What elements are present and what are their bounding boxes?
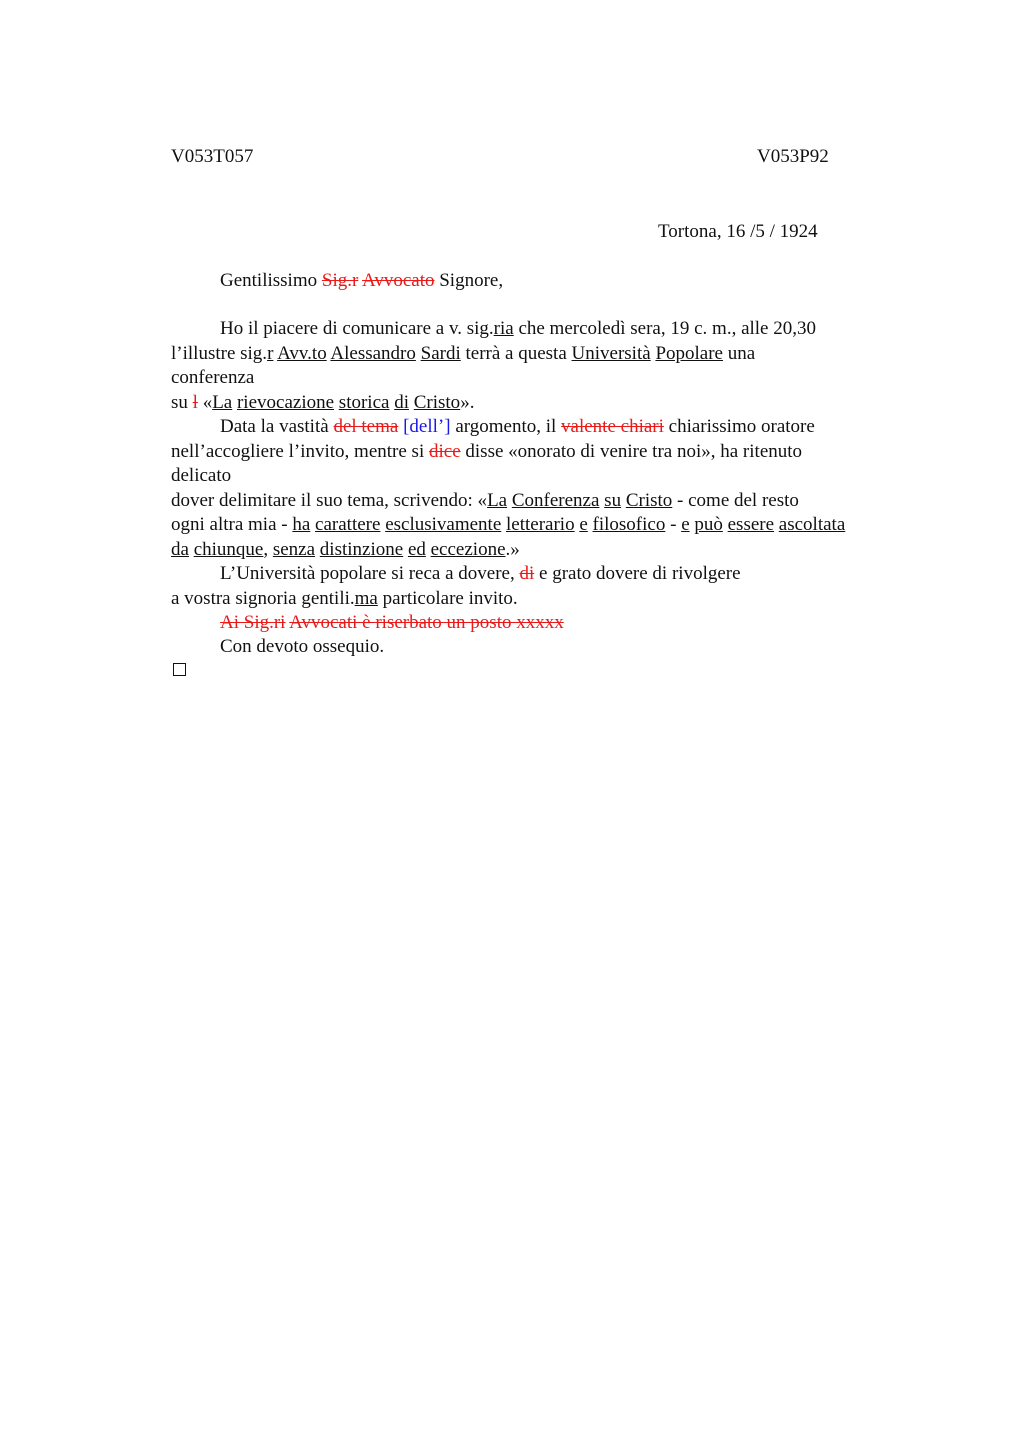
underlined-text: Cristo [413, 392, 461, 413]
text-run: a vostra signoria gentili. [171, 588, 355, 609]
deleted-text: valente chiari [561, 416, 664, 437]
underlined-text: esclusivamente [385, 514, 502, 535]
underlined-text: chiunque [193, 539, 264, 560]
text-run: una [722, 343, 756, 364]
text-run: .» [505, 539, 520, 560]
underlined-text: rievocazione [236, 392, 335, 413]
underlined-text: ha [292, 514, 311, 535]
text-run: L’Università popolare si reca a dovere, [220, 563, 520, 584]
underlined-text: ma [354, 588, 378, 609]
underlined-text: senza [272, 539, 316, 560]
text-run: e grato dovere di rivolgere [534, 563, 741, 584]
underlined-text: può [694, 514, 723, 535]
text-run: argomento, il [450, 416, 562, 437]
text-line [171, 440, 802, 464]
text-line [220, 317, 816, 341]
text-run: l’illustre sig. [171, 343, 268, 364]
underlined-text: filosofico [592, 514, 666, 535]
text-run: particolare invito. [377, 588, 518, 609]
underlined-text: distinzione [319, 539, 404, 560]
deleted-text: del tema [333, 416, 399, 437]
text-run: - [665, 514, 682, 535]
text-line: delicato [171, 465, 232, 486]
underlined-text: La [487, 490, 508, 511]
underlined-text: Avv.to [277, 343, 327, 364]
underlined-text: Popolare [655, 343, 723, 364]
text-run: - come del resto [672, 490, 799, 511]
underlined-text: ed [407, 539, 426, 560]
text-run: « [197, 392, 213, 413]
deleted-text: dice [428, 441, 461, 462]
deleted-text: Avvocati è riserbato un posto xxxxx [289, 612, 564, 633]
underlined-text: storica [338, 392, 390, 413]
empty-box-icon [173, 663, 186, 676]
underlined-text: essere [727, 514, 775, 535]
underlined-text: da [171, 539, 189, 560]
text-run: nell’accogliere l’invito, mentre si [171, 441, 429, 462]
underlined-text: Conferenza [511, 490, 600, 511]
deleted-text: di [519, 563, 535, 584]
text-run: dover delimitare il suo tema, scrivendo: « [171, 490, 488, 511]
underlined-text: letterario [506, 514, 575, 535]
letter-date: Tortona, 16 /5 / 1924 [658, 221, 818, 242]
deleted-text: Ai Sig. [220, 612, 274, 633]
underlined-text: eccezione [430, 539, 506, 560]
underlined-text: Università [571, 343, 651, 364]
document-code-right: V053P92 [757, 146, 829, 167]
deleted-text: l [192, 392, 198, 413]
underlined-text: e [681, 514, 690, 535]
text-line: conferenza [171, 367, 255, 388]
underlined-text: Sardi [420, 343, 461, 364]
underlined-text: ascoltata [778, 514, 846, 535]
underlined-text: su [604, 490, 622, 511]
underlined-text: ria [493, 318, 514, 339]
text-run: ». [460, 392, 475, 413]
salutation-word: Signore, [439, 270, 504, 291]
text-run: disse «onorato di venire tra noi», ha ritenuto [460, 441, 803, 462]
text-run: che mercoledì sera, 19 c. m., alle 20,30 [513, 318, 816, 339]
text-line [171, 513, 845, 537]
salutation [220, 269, 503, 293]
underlined-text: Cristo [625, 490, 673, 511]
text-line [171, 538, 520, 562]
inserted-text: [dell’] [403, 416, 451, 437]
text-line [171, 391, 474, 415]
underlined-text: e [579, 514, 588, 535]
deleted-text: Avvocato [362, 270, 435, 291]
text-run: ogni altra mia - [171, 514, 293, 535]
text-run: Ho il piacere di comunicare a v. sig. [220, 318, 494, 339]
underlined-text: La [212, 392, 233, 413]
salutation-word: Gentilissimo [220, 270, 318, 291]
closing: Con devoto ossequio. [220, 636, 385, 657]
text-run: Data la vastità [220, 416, 334, 437]
document-code-left: V053T057 [171, 146, 254, 167]
underlined-text: carattere [315, 514, 381, 535]
underlined-text: Alessandro [330, 343, 416, 364]
deleted-line [220, 611, 564, 635]
deleted-text: Sig.r [321, 270, 359, 291]
text-line [220, 415, 815, 439]
text-line [171, 489, 799, 513]
text-line [171, 587, 518, 611]
underlined-text: r [267, 343, 274, 364]
text-run: terrà a questa [460, 343, 572, 364]
text-run: , [263, 539, 273, 560]
text-line [171, 342, 755, 366]
deleted-text: ri [273, 612, 286, 633]
text-run: su [171, 392, 193, 413]
text-line [220, 562, 741, 586]
text-run: chiarissimo oratore [663, 416, 815, 437]
underlined-text: di [394, 392, 409, 413]
